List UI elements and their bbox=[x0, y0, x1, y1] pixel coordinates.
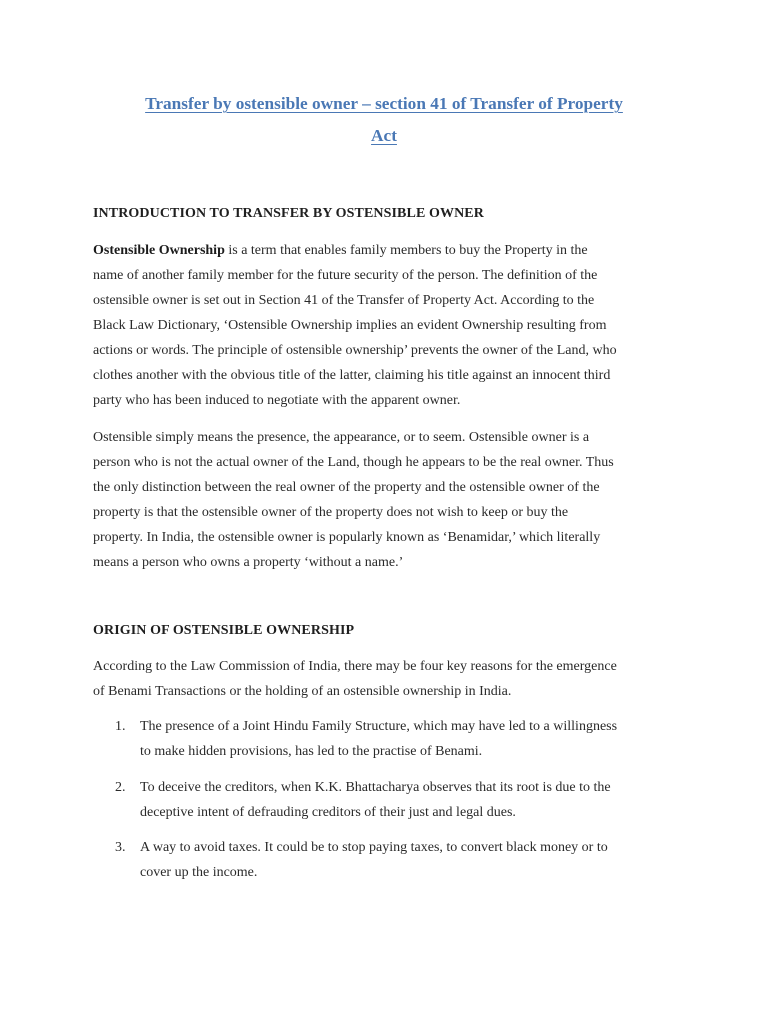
bold-term: Ostensible Ownership bbox=[93, 243, 225, 258]
paragraph-line: Black Law Dictionary, ‘Ostensible Ownership implies an evident Ownership resulting from bbox=[93, 318, 607, 333]
paragraph-line: ostensible owner is set out in Section 41 of the Transfer of Property Act. According to the bbox=[93, 293, 595, 308]
document-title bbox=[92, 88, 676, 152]
paragraph-line: means a person who owns a property ‘without a name.’ bbox=[93, 555, 404, 570]
list-item-text bbox=[140, 835, 680, 885]
paragraph-line: According to the Law Commission of India, there may be four key reasons for the emergence bbox=[93, 659, 617, 674]
list-number: 1. bbox=[115, 719, 126, 734]
paragraph-line: name of another family member for the future security of the person. The definition of the bbox=[93, 268, 598, 283]
list-line: A way to avoid taxes. It could be to stop paying taxes, to convert black money or to bbox=[140, 840, 608, 855]
line-text: is a term that enables family members to buy the Property in the bbox=[224, 243, 588, 258]
list-line: The presence of a Joint Hindu Family Structure, which may have led to a willingness bbox=[140, 719, 618, 734]
section-heading-origin: ORIGIN OF OSTENSIBLE OWNERSHIP bbox=[93, 623, 355, 638]
list-line: deceptive intent of defrauding creditors of their just and legal dues. bbox=[140, 805, 516, 820]
list-item-text bbox=[140, 714, 680, 764]
origin-intro-paragraph bbox=[93, 654, 683, 704]
paragraph-line bbox=[93, 238, 683, 263]
paragraph-line: the only distinction between the real owner of the property and the ostensible owner of the bbox=[93, 480, 600, 495]
list-number: 2. bbox=[115, 780, 126, 795]
paragraph-line: property is that the ostensible owner of the property does not wish to keep or buy the bbox=[93, 505, 569, 520]
section-heading-introduction: INTRODUCTION TO TRANSFER BY OSTENSIBLE OWNER bbox=[93, 206, 484, 221]
list-item-text bbox=[140, 775, 680, 825]
paragraph-line: clothes another with the obvious title of the latter, claiming his title against an innocent third bbox=[93, 368, 611, 383]
paragraph-line: person who is not the actual owner of the Land, though he appears to be the real owner. Thus bbox=[93, 455, 614, 470]
paragraph-line: actions or words. The principle of ostensible ownership’ prevents the owner of the Land, who bbox=[93, 343, 617, 358]
title-line-1: Transfer by ostensible owner – section 41 of Transfer of Property bbox=[145, 94, 623, 113]
paragraph-line: property. In India, the ostensible owner is popularly known as ‘Benamidar,’ which literally bbox=[93, 530, 601, 545]
paragraph-line: of Benami Transactions or the holding of an ostensible ownership in India. bbox=[93, 684, 512, 699]
list-line: To deceive the creditors, when K.K. Bhattacharya observes that its root is due to the bbox=[140, 780, 611, 795]
list-number: 3. bbox=[115, 840, 126, 855]
list-line: to make hidden provisions, has led to the practise of Benami. bbox=[140, 744, 483, 759]
title-line-2: Act bbox=[371, 126, 397, 145]
paragraph-line: Ostensible simply means the presence, the appearance, or to seem. Ostensible owner is a bbox=[93, 430, 590, 445]
paragraph-line: party who has been induced to negotiate with the apparent owner. bbox=[93, 393, 461, 408]
intro-paragraph-1 bbox=[93, 238, 683, 413]
list-line: cover up the income. bbox=[140, 865, 258, 880]
intro-paragraph-2 bbox=[93, 425, 683, 575]
